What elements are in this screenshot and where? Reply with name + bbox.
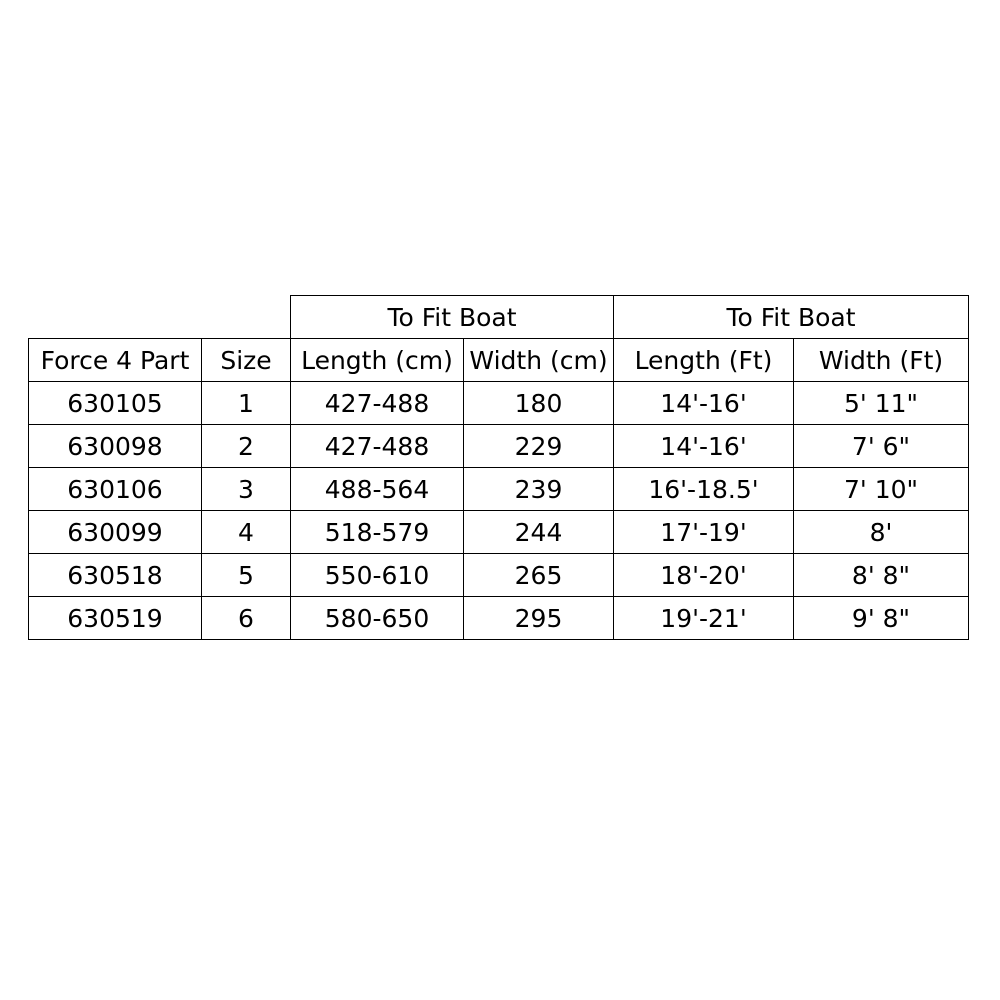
boat-size-table	[28, 295, 969, 640]
group-header-imperial: To Fit Boat	[614, 296, 969, 339]
table-row	[29, 382, 969, 425]
length-ft-cell: 19'-21'	[614, 597, 794, 640]
size-cell: 2	[202, 425, 291, 468]
width-ft-cell: 8' 8"	[794, 554, 969, 597]
part-number-cell: 630519	[29, 597, 202, 640]
size-cell: 6	[202, 597, 291, 640]
length-cm-cell: 518-579	[291, 511, 464, 554]
column-header-size: Size	[202, 339, 291, 382]
length-cm-cell: 427-488	[291, 382, 464, 425]
part-number-cell: 630099	[29, 511, 202, 554]
length-ft-cell: 14'-16'	[614, 382, 794, 425]
table-row	[29, 468, 969, 511]
table-row	[29, 597, 969, 640]
width-ft-cell: 7' 10"	[794, 468, 969, 511]
length-cm-cell: 580-650	[291, 597, 464, 640]
width-ft-cell: 7' 6"	[794, 425, 969, 468]
width-cm-cell: 229	[464, 425, 614, 468]
empty-corner-cell	[29, 296, 291, 339]
column-header-part: Force 4 Part	[29, 339, 202, 382]
column-header-width-cm: Width (cm)	[464, 339, 614, 382]
length-cm-cell: 427-488	[291, 425, 464, 468]
length-cm-cell: 550-610	[291, 554, 464, 597]
width-ft-cell: 8'	[794, 511, 969, 554]
table-row	[29, 511, 969, 554]
size-cell: 3	[202, 468, 291, 511]
part-number-cell: 630106	[29, 468, 202, 511]
group-header-row	[29, 296, 969, 339]
part-number-cell: 630105	[29, 382, 202, 425]
width-cm-cell: 244	[464, 511, 614, 554]
length-ft-cell: 17'-19'	[614, 511, 794, 554]
part-number-cell: 630518	[29, 554, 202, 597]
width-cm-cell: 180	[464, 382, 614, 425]
column-header-length-cm: Length (cm)	[291, 339, 464, 382]
width-cm-cell: 265	[464, 554, 614, 597]
width-ft-cell: 9' 8"	[794, 597, 969, 640]
width-ft-cell: 5' 11"	[794, 382, 969, 425]
width-cm-cell: 295	[464, 597, 614, 640]
length-ft-cell: 16'-18.5'	[614, 468, 794, 511]
size-cell: 5	[202, 554, 291, 597]
length-ft-cell: 18'-20'	[614, 554, 794, 597]
table-row	[29, 425, 969, 468]
size-cell: 1	[202, 382, 291, 425]
column-header-length-ft: Length (Ft)	[614, 339, 794, 382]
table-row	[29, 554, 969, 597]
length-ft-cell: 14'-16'	[614, 425, 794, 468]
part-number-cell: 630098	[29, 425, 202, 468]
size-cell: 4	[202, 511, 291, 554]
length-cm-cell: 488-564	[291, 468, 464, 511]
group-header-metric: To Fit Boat	[291, 296, 614, 339]
width-cm-cell: 239	[464, 468, 614, 511]
column-header-width-ft: Width (Ft)	[794, 339, 969, 382]
column-header-row	[29, 339, 969, 382]
